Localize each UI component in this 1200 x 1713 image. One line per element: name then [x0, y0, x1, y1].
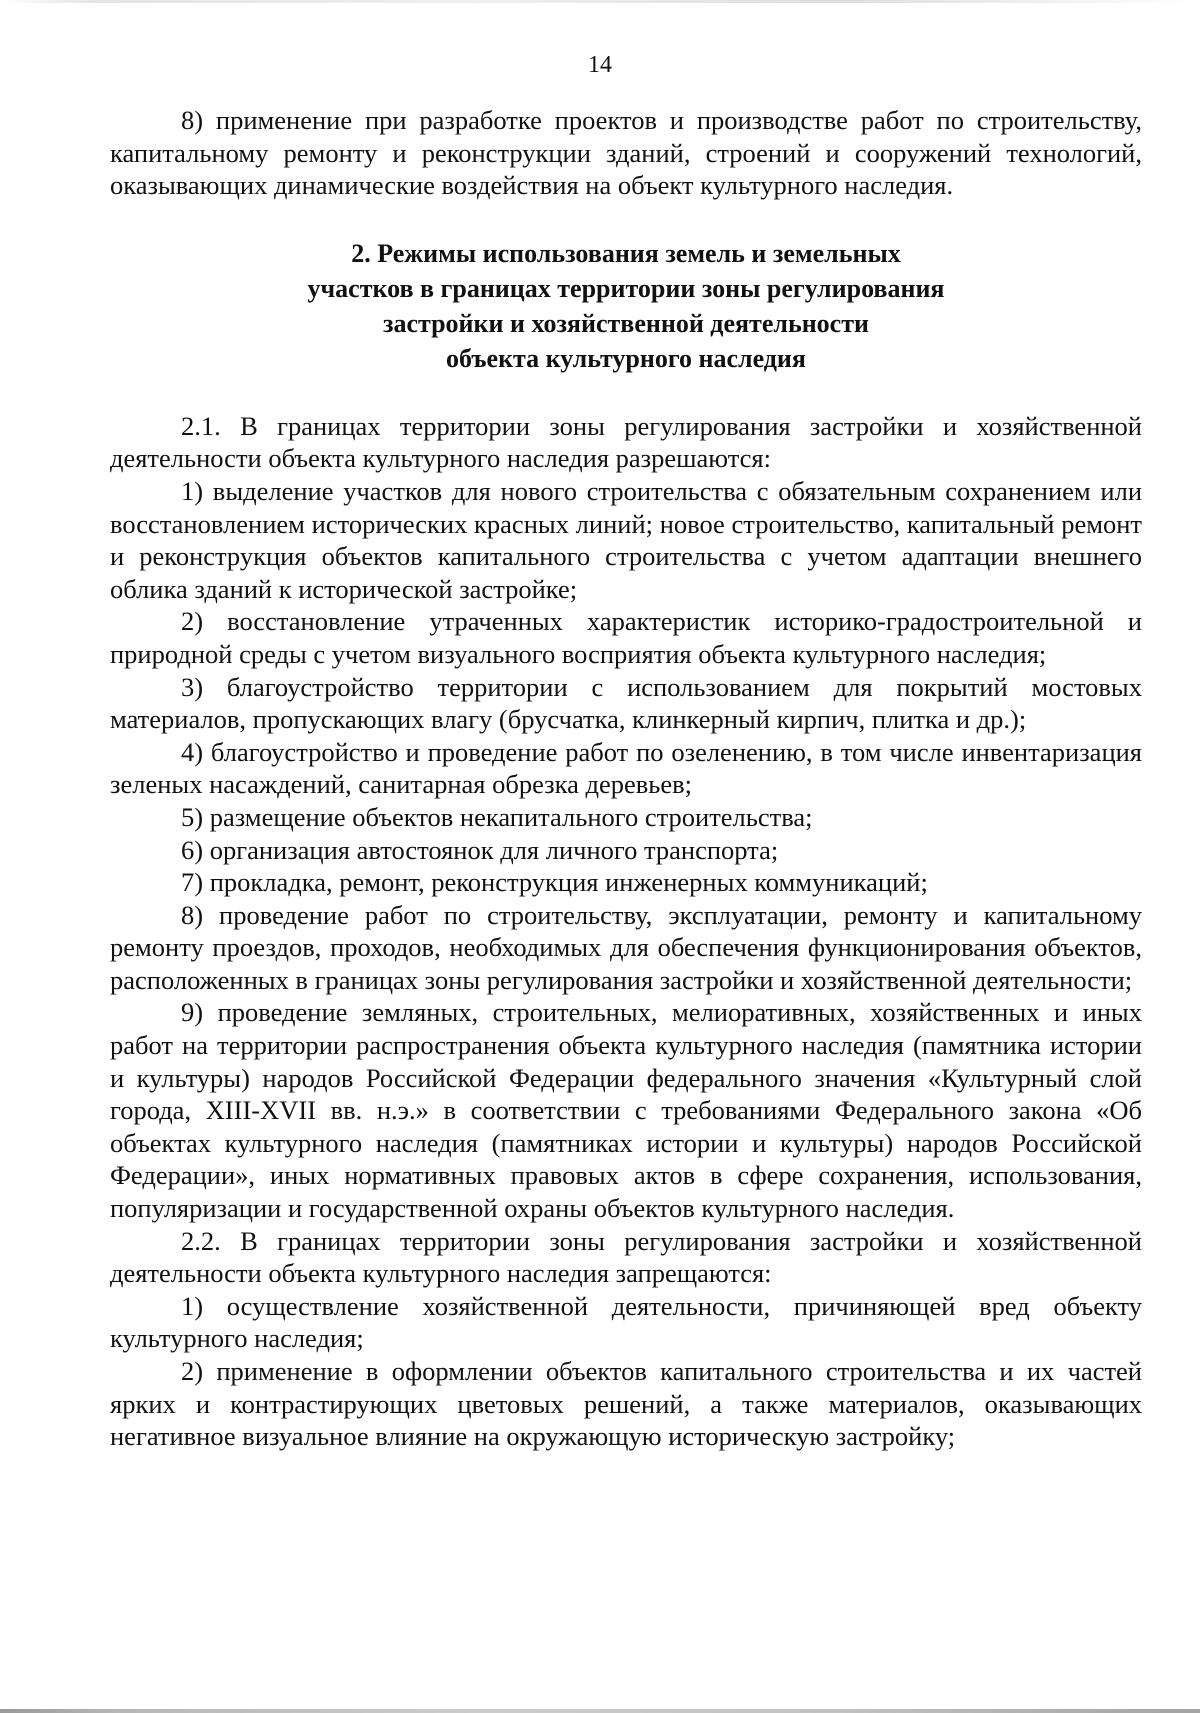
clause-2-1-item-1: 1) выделение участков для нового строительства с обязательным сохранением или восстановлением исторических красных линий; новое строительство, капитальный ремонт и реконструкция объектов капитального строительства с учетом адаптации внешнего облика зданий к исторической застройке;: [110, 475, 1142, 604]
intro-item-8: 8) применение при разработке проектов и производстве работ по строительству, капитальному ремонту и реконструкции зданий, строений и сооружений технологий, оказывающих динамические воздействия на объект культурного наследия.: [110, 105, 1142, 201]
section-2-heading-line-2: участков в границах территории зоны регулирования: [307, 273, 945, 303]
clause-2-1-item-8: 8) проведение работ по строительству, эксплуатации, ремонту и капитальному ремонту проездов, проходов, необходимых для обеспечения функционирования объектов, расположенных в границах зоны регулирования застройки и хозяйственной деятельности;: [110, 899, 1142, 995]
document-body: [110, 104, 1142, 1453]
clause-2-1-item-3: 3) благоустройство территории с использованием для покрытий мостовых материалов, пропускающих влагу (брусчатка, клинкерный кирпич, плитка и др.);: [110, 671, 1142, 735]
clause-2-1-item-9: 9) проведение земляных, строительных, мелиоративных, хозяйственных и иных работ на территории распространения объекта культурного наследия (памятника истории и культуры) народов Российской Федерации федерального значения «Культурный слой города, XIII-XVII вв. н.э.» в соответствии с требованиями Федерального закона «Об объектах культурного наследия (памятниках истории и культуры) народов Российской Федерации», иных нормативных правовых актов в сфере сохранения, использования, популяризации и государственной охраны объектов культурного наследия.: [110, 997, 1142, 1224]
section-2-heading: [110, 236, 1142, 376]
section-2-heading-line-4: объекта культурного наследия: [446, 343, 806, 373]
clause-2-1-item-7: 7) прокладка, ремонт, реконструкция инженерных коммуникаций;: [181, 867, 928, 898]
section-2-heading-line-3: застройки и хозяйственной деятельности: [383, 308, 869, 338]
clause-2-1-lead: 2.1. В границах территории зоны регулирования застройки и хозяйственной деятельности объекта культурного наследия разрешаются:: [110, 410, 1142, 474]
clause-2-2-lead: 2.2. В границах территории зоны регулирования застройки и хозяйственной деятельности объекта культурного наследия запрещаются:: [110, 1225, 1142, 1289]
clause-2-2-item-2: 2) применение в оформлении объектов капитального строительства и их частей ярких и контрастирующих цветовых решений, а также материалов, оказывающих негативное визуальное влияние на окружающую историческую застройку;: [110, 1356, 1142, 1452]
clause-2-2-item-1: 1) осуществление хозяйственной деятельности, причиняющей вред объекту культурного наследия;: [110, 1290, 1142, 1354]
clause-2-1-item-5: 5) размещение объектов некапитального строительства;: [181, 801, 813, 832]
clause-2-1-item-2: 2) восстановление утраченных характеристик историко-градостроительной и природной среды с учетом визуального восприятия объекта культурного наследия;: [110, 606, 1142, 669]
clause-2-1-item-6: 6) организация автостоянок для личного транспорта;: [181, 834, 779, 865]
scan-edge-bottom: [0, 1709, 1200, 1713]
section-2-heading-line-1: 2. Режимы использования земель и земельных: [351, 238, 901, 268]
clause-2-1-item-4: 4) благоустройство и проведение работ по озеленению, в том числе инвентаризация зеленых насаждений, санитарная обрезка деревьев;: [110, 736, 1142, 800]
scan-edge-top: [0, 0, 1200, 3]
page-number: 14: [588, 52, 612, 78]
